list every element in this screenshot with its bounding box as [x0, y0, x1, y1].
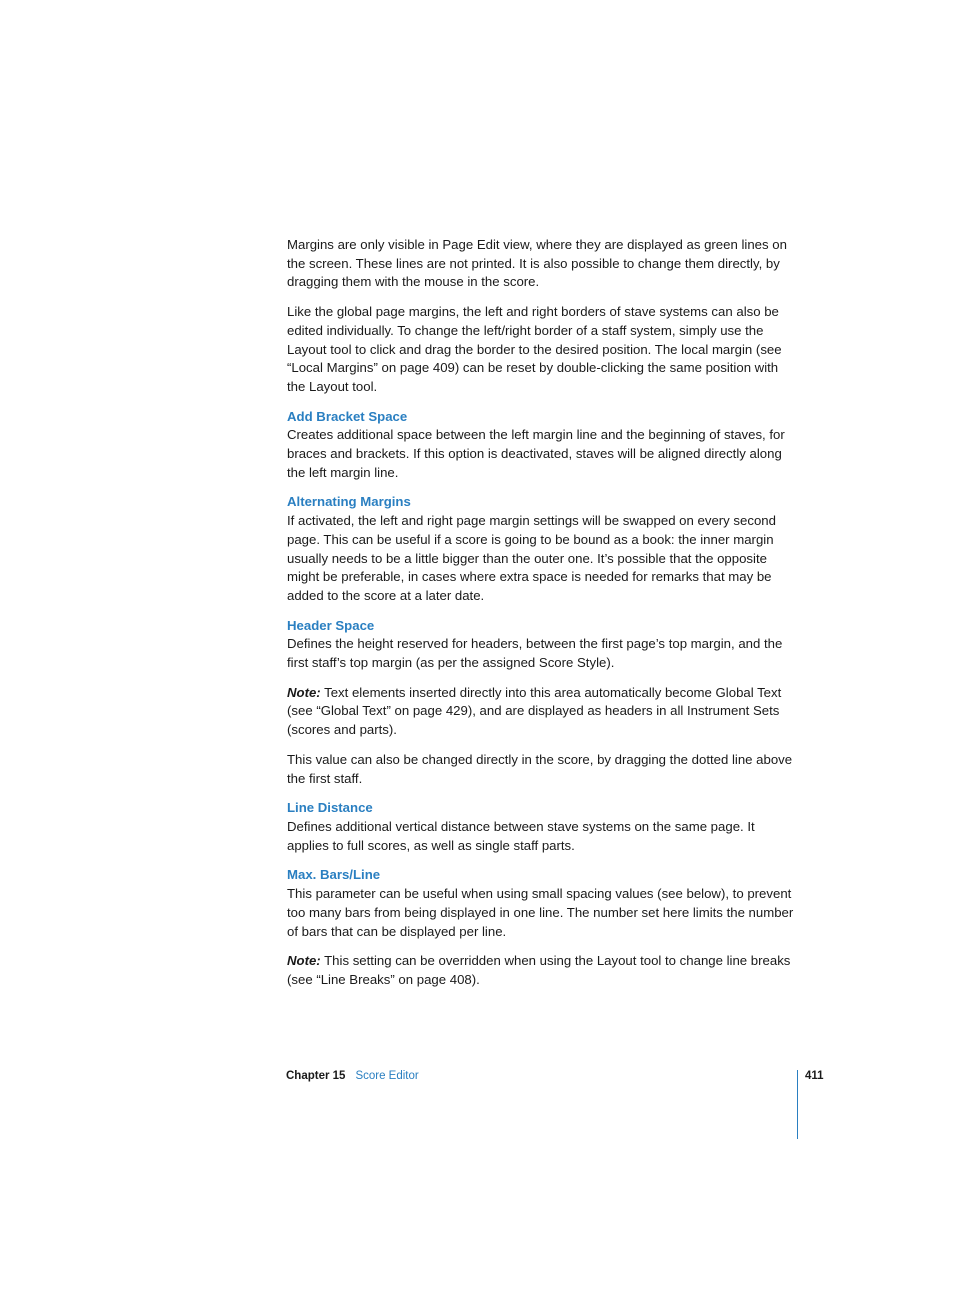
paragraph-alternating-margins: If activated, the left and right page margin settings will be swapped on every second page. This can be useful if a score is going to be bound as a book: the inner margin usually needs to be a little bigger than the outer one. It’s possible that the opposite might be preferable, in cases where extra space is needed for remarks that may be added to the score at a later date.	[287, 513, 776, 603]
heading-alternating-margins: Alternating Margins	[287, 494, 411, 510]
paragraph-max-bars-line: This parameter can be useful when using small spacing values (see below), to prevent too many bars from being displayed in one line. The number set here limits the number of bars that can be displayed per line.	[287, 886, 794, 939]
note-label: Note:	[287, 684, 321, 700]
chapter-title: Score Editor	[355, 1070, 419, 1082]
paragraph-margins-visibility: Margins are only visible in Page Edit view, where they are displayed as green lines on the screen. These lines are not printed. It is also possible to change them directly, by dragging them with the mouse in the score.	[287, 237, 787, 290]
page-body	[287, 236, 797, 1001]
paragraph-line-distance: Defines additional vertical distance between stave systems on the same page. It applies to full scores, as well as single staff parts.	[287, 818, 755, 853]
chapter-number: Chapter 15	[286, 1070, 346, 1082]
paragraph-header-space-drag: This value can also be changed directly in the score, by dragging the dotted line above the first staff.	[287, 751, 793, 786]
note-text: This setting can be overridden when using the Layout tool to change line breaks (see “Line Breaks” on page 408).	[287, 953, 791, 987]
paragraph-header-space: Defines the height reserved for headers, between the first page’s top margin, and the first staff’s top margin (as per the assigned Score Style).	[287, 636, 783, 671]
note-label: Note:	[287, 953, 321, 969]
heading-line-distance: Line Distance	[287, 800, 373, 816]
paragraph-stave-borders: Like the global page margins, the left and right borders of stave systems can also be edited individually. To change the left/right border of a staff system, simply use the Layout tool to click and drag the border to the desired position. The local margin (see “Local Margins” on page 409) can be reset by double-clicking the same position with the Layout tool.	[287, 304, 782, 394]
note-global-text	[287, 684, 797, 740]
heading-header-space: Header Space	[287, 617, 375, 633]
note-line-breaks	[287, 952, 797, 989]
heading-add-bracket-space: Add Bracket Space	[287, 408, 408, 424]
footer-chapter	[286, 1070, 419, 1082]
footer-divider	[797, 1070, 798, 1139]
paragraph-add-bracket-space: Creates additional space between the left margin line and the beginning of staves, for braces and brackets. If this option is deactivated, staves will be aligned directly along the left margin line.	[287, 427, 785, 480]
note-text: Text elements inserted directly into this area automatically become Global Text (see “Global Text” on page 429), and are displayed as headers in all Instrument Sets (scores and parts).	[287, 684, 782, 738]
page-number: 411	[805, 1070, 824, 1082]
heading-max-bars-line: Max. Bars/Line	[287, 867, 381, 883]
